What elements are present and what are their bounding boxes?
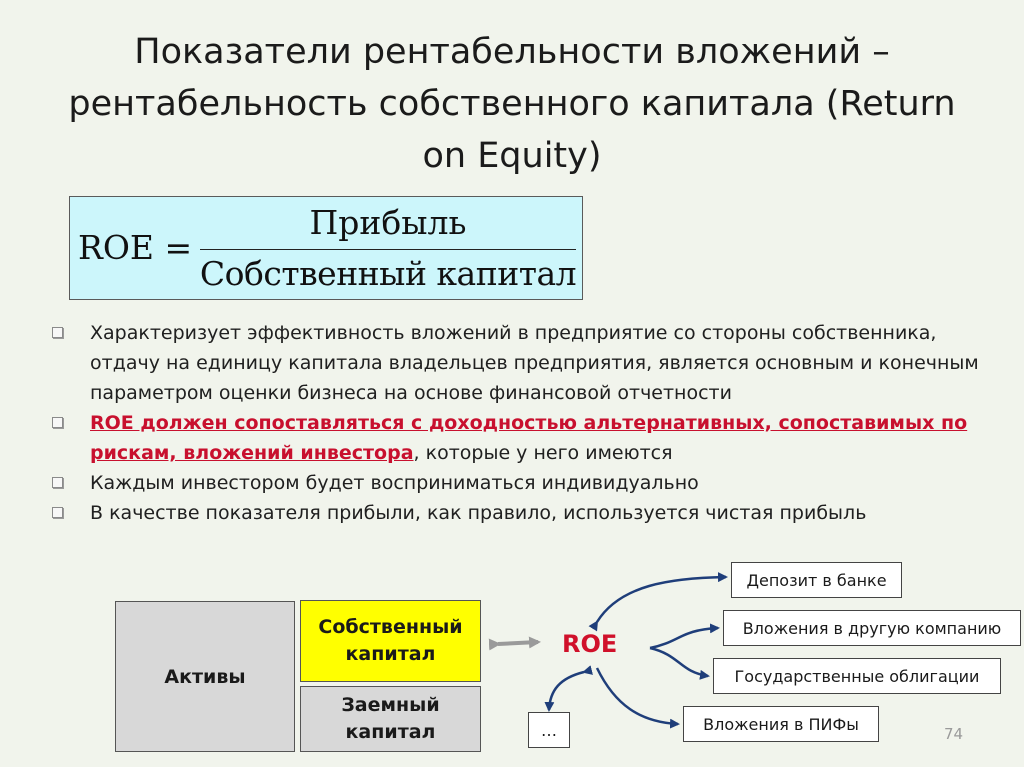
arrow-to-ellipsis bbox=[549, 672, 584, 710]
equity-label-2: капитал bbox=[345, 643, 436, 665]
bullet-highlight-text: ROE должен сопоставляться с доходностью альтернативных, сопоставимых по рискам, вложений инвестора bbox=[90, 412, 968, 464]
page-number: 74 bbox=[944, 725, 964, 743]
equity-roe-arrow bbox=[498, 642, 538, 644]
bullet-text: В качестве показателя прибыли, как правило, используется чистая прибыль bbox=[90, 502, 867, 524]
bullet-text: Характеризует эффективность вложений в предприятие со стороны собственника, отдачу на единицу капитала владельцев предприятия, является основным и конечным параметром оценки бизнеса на основе финансовой отчетности bbox=[90, 322, 979, 404]
bullet-text: , которые у него имеются bbox=[413, 442, 673, 464]
debt-box bbox=[300, 686, 481, 752]
mutual-funds-box: Вложения в ПИФы bbox=[683, 706, 879, 742]
title-line-3: on Equity) bbox=[422, 136, 602, 176]
ellipsis-box: … bbox=[528, 712, 570, 748]
equity-label-1: Собственный bbox=[318, 616, 463, 638]
other-company-box: Вложения в другую компанию bbox=[723, 610, 1021, 646]
deposit-box: Депозит в банке bbox=[731, 562, 902, 598]
title-line-2: рентабельность собственного капитала (Return bbox=[68, 84, 956, 124]
formula-denominator: Собственный капитал bbox=[199, 254, 577, 293]
arrow-to-bonds bbox=[650, 648, 708, 676]
debt-label-2: капитал bbox=[345, 721, 436, 743]
assets-label: Активы bbox=[164, 665, 246, 688]
formula-lhs: ROE = bbox=[78, 228, 193, 267]
formula-numerator: Прибыль bbox=[309, 203, 467, 242]
title-line-1: Показатели рентабельности вложений – bbox=[134, 32, 890, 72]
roe-label: ROE bbox=[562, 630, 618, 658]
arrow-to-funds bbox=[597, 668, 678, 724]
equity-box bbox=[300, 600, 481, 682]
assets-box bbox=[115, 601, 295, 752]
debt-label-1: Заемный bbox=[341, 694, 440, 716]
bullet-text: Каждым инвестором будет восприниматься индивидуально bbox=[90, 472, 699, 494]
bonds-box: Государственные облигации bbox=[713, 658, 1001, 694]
arrow-to-company bbox=[650, 628, 718, 648]
arrow-to-deposit bbox=[597, 577, 726, 622]
